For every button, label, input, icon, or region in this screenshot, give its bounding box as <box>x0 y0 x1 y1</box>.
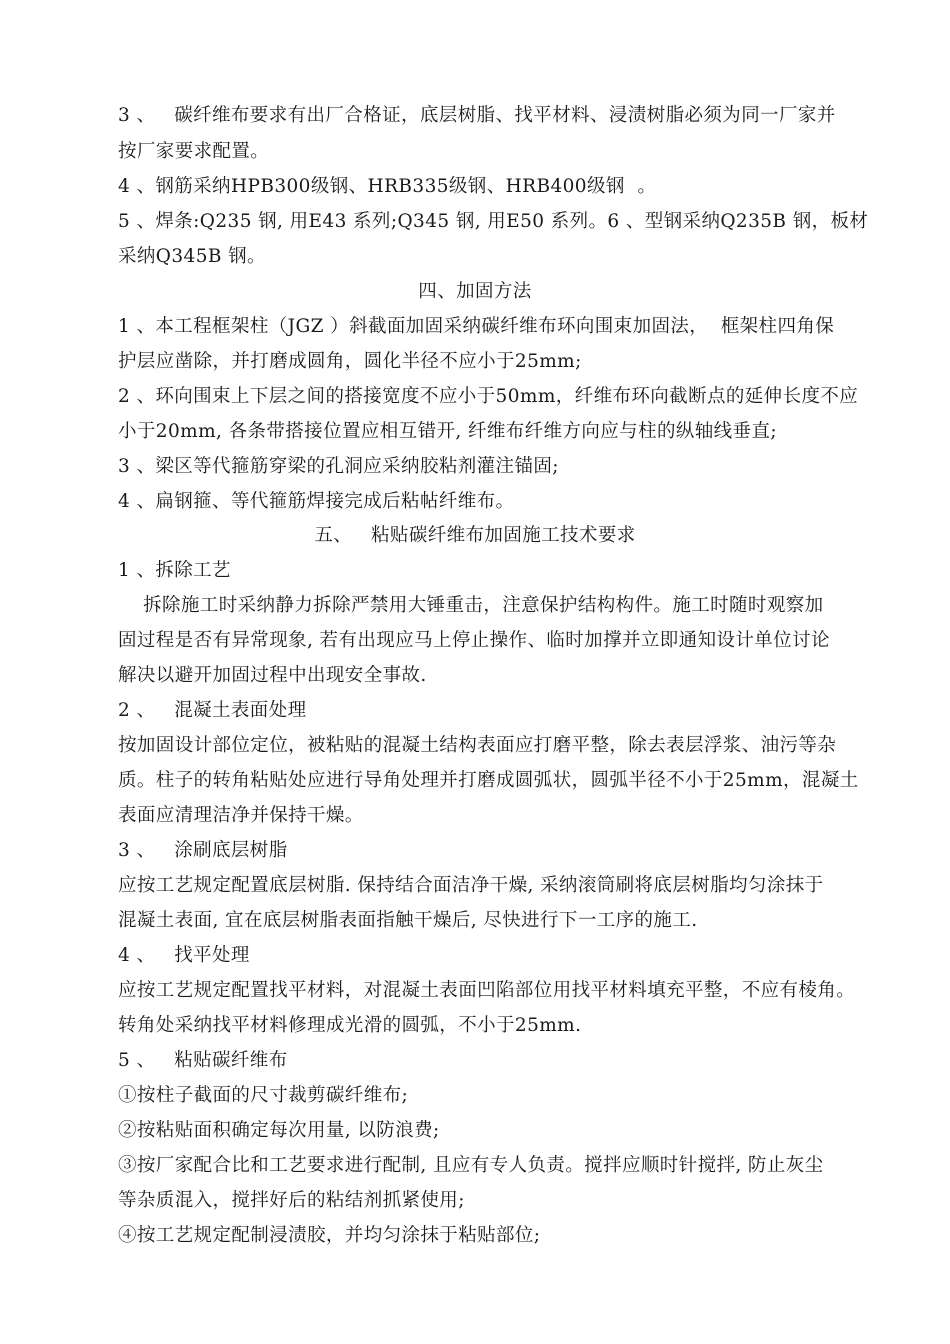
paragraph-line: 3 、梁区等代箍筋穿梁的孔洞应采纳胶粘剂灌注锚固; <box>118 456 559 477</box>
paragraph-line: 护层应凿除，并打磨成圆角，圆化半径不应小于25mm; <box>118 351 582 372</box>
paragraph-line: 4 、钢筋采纳HPB300级钢、HRB335级钢、HRB400级钢 。 <box>118 176 657 197</box>
section-heading-4: 四、加固方法 <box>418 281 532 302</box>
paragraph-line: 应按工艺规定配置底层树脂. 保持结合面洁净干燥, 采纳滚筒刷将底层树脂均匀涂抹于 <box>118 875 824 896</box>
subsection-heading: 3 、 涂刷底层树脂 <box>118 840 288 861</box>
paragraph-line: 按厂家要求配置。 <box>118 141 270 162</box>
paragraph-line: 拆除施工时采纳静力拆除严禁用大锤重击，注意保护结构构件。施工时随时观察加 <box>118 595 824 616</box>
paragraph-line: 按加固设计部位定位，被粘贴的混凝土结构表面应打磨平整，除去表层浮浆、油污等杂 <box>118 735 837 756</box>
paragraph-line: 小于20mm, 各条带搭接位置应相互错开, 纤维布纤维方向应与柱的纵轴线垂直; <box>118 421 777 442</box>
subsection-heading: 2 、 混凝土表面处理 <box>118 700 307 721</box>
paragraph-line: 应按工艺规定配置找平材料，对混凝土表面凹陷部位用找平材料填充平整，不应有棱角。 <box>118 980 856 1001</box>
paragraph-line: 转角处采纳找平材料修理成光滑的圆弧，不小于25mm. <box>118 1015 582 1036</box>
paragraph-line: 5 、焊条:Q235 钢, 用E43 系列;Q345 钢, 用E50 系列。6 、型钢采纳Q235B 钢，板材 <box>118 211 869 232</box>
list-item: ③按厂家配合比和工艺要求进行配制, 且应有专人负责。搅拌应顺时针搅拌, 防止灰尘 <box>118 1155 824 1176</box>
subsection-heading: 4 、 找平处理 <box>118 945 250 966</box>
paragraph-line: 2 、环向围束上下层之间的搭接宽度不应小于50mm，纤维布环向截断点的延伸长度不应 <box>118 386 859 407</box>
paragraph-line: 混凝土表面, 宜在底层树脂表面指触干燥后, 尽快进行下一工序的施工. <box>118 910 698 931</box>
paragraph-line: 4 、扁钢箍、等代箍筋焊接完成后粘帖纤维布。 <box>118 491 515 512</box>
subsection-heading: 5 、 粘贴碳纤维布 <box>118 1050 288 1071</box>
paragraph-line: 采纳Q345B 钢。 <box>118 246 266 267</box>
paragraph-line: 质。柱子的转角粘贴处应进行导角处理并打磨成圆弧状，圆弧半径不小于25mm，混凝土 <box>118 770 859 791</box>
subsection-heading: 1 、拆除工艺 <box>118 560 231 581</box>
list-item: ②按粘贴面积确定每次用量, 以防浪费; <box>118 1120 440 1141</box>
list-item: ①按柱子截面的尺寸裁剪碳纤维布; <box>118 1085 409 1106</box>
paragraph-line: 表面应清理洁净并保持干燥。 <box>118 805 364 826</box>
paragraph-line: 解决以避开加固过程中出现安全事故. <box>118 665 427 686</box>
paragraph-line: 等杂质混入，搅拌好后的粘结剂抓紧使用; <box>118 1190 465 1211</box>
paragraph-line: 3 、 碳纤维布要求有出厂合格证，底层树脂、找平材料、浸渍树脂必须为同一厂家并 <box>118 105 836 126</box>
paragraph-line: 固过程是否有异常现象, 若有出现应马上停止操作、临时加撑并立即通知设计单位讨论 <box>118 630 830 651</box>
paragraph-line: 1 、本工程框架柱（JGZ ）斜截面加固采纳碳纤维布环向围束加固法， 框架柱四角保 <box>118 316 835 337</box>
list-item: ④按工艺规定配制浸渍胶，并均匀涂抹于粘贴部位; <box>118 1225 541 1246</box>
section-heading-5: 五、 粘贴碳纤维布加固施工技术要求 <box>314 525 636 546</box>
